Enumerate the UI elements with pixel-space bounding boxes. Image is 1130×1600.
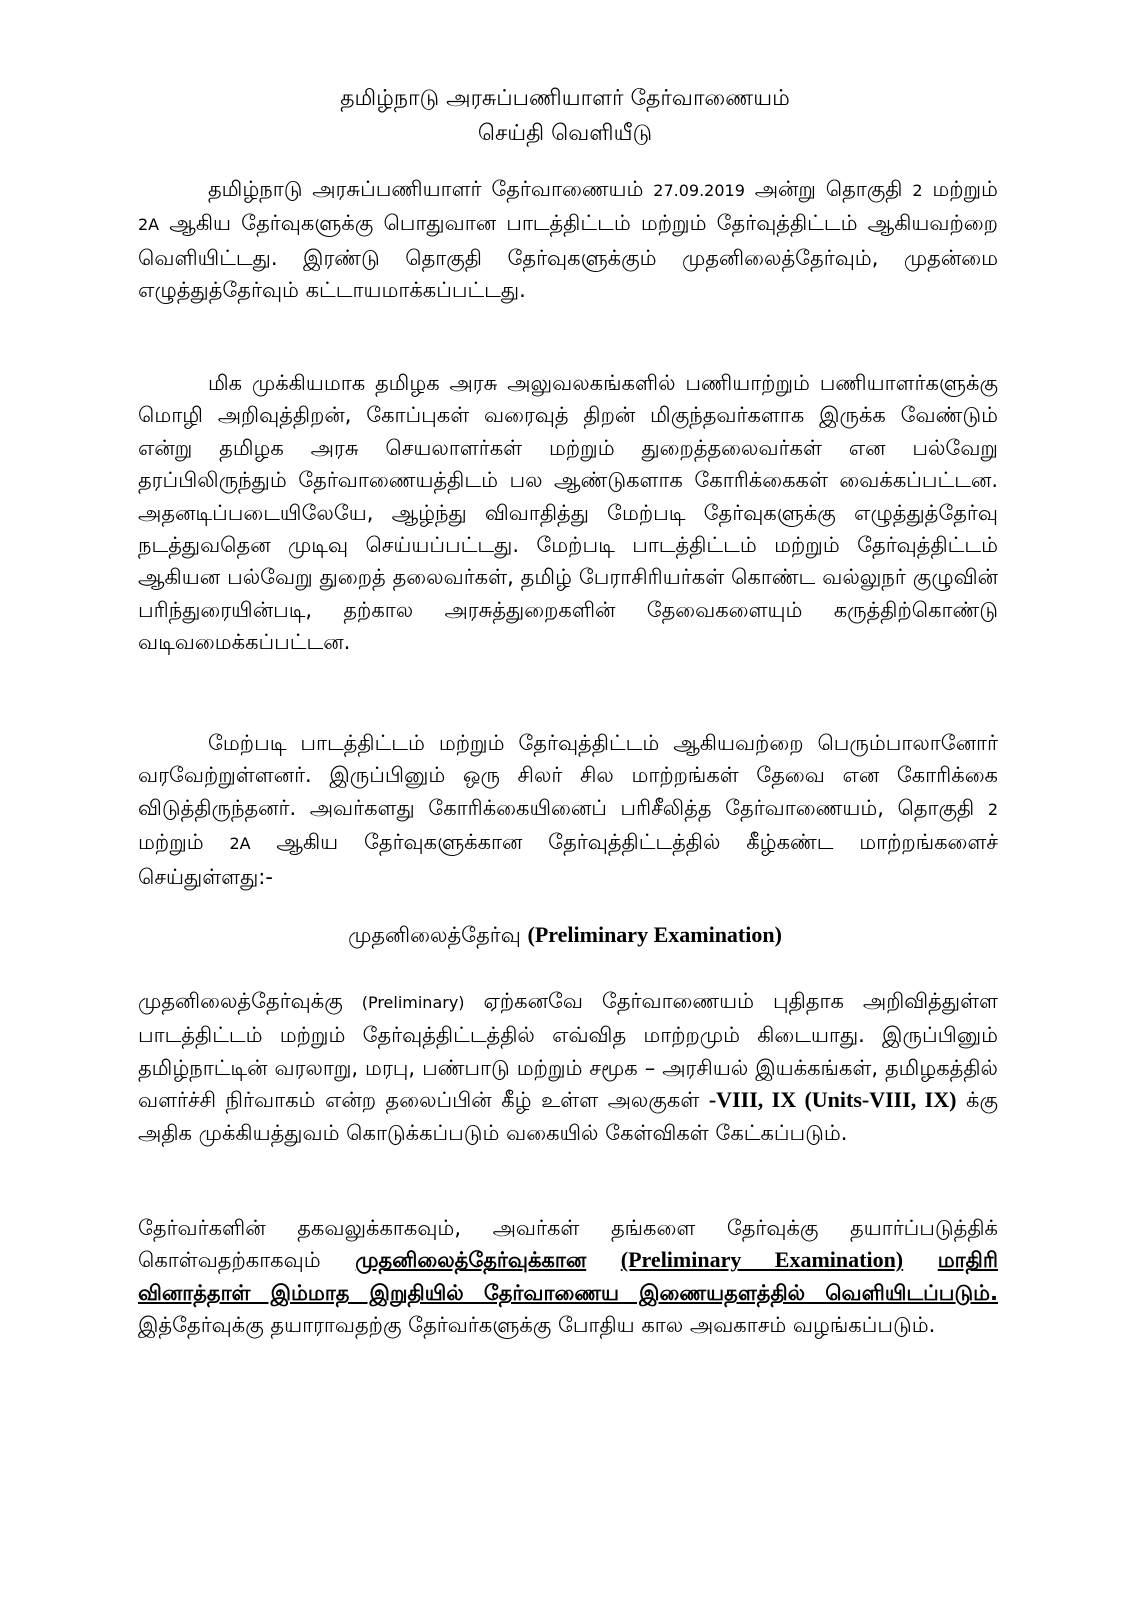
- paragraph-4: [138, 985, 998, 1149]
- para1-number-1: 2: [912, 181, 923, 200]
- section-heading-english: (Preliminary Examination): [527, 922, 782, 947]
- para3-text-c: ஆகிய தேர்வுகளுக்கான தேர்வுத்திட்டத்தில் கீழ்கண்ட மாற்றங்களைச் செய்துள்ளது:-: [138, 830, 998, 889]
- para1-number-2: 2A: [138, 215, 160, 235]
- para5-underlined-3: மாதிரி வினாத்தாள் இம்மாத இறுதியில் தேர்வாணைய இணையதளத்தில் வெளியிடப்படும்.: [138, 1248, 998, 1305]
- para1-date: 27.09.2019: [653, 181, 745, 200]
- paragraph-3: [138, 727, 998, 893]
- para1-text-a: தமிழ்நாடு அரசுப்பணியாளர் தேர்வாணையம்: [208, 177, 644, 201]
- para4-preliminary-note: (Preliminary): [361, 993, 465, 1012]
- para3-number-1: 2: [987, 799, 998, 819]
- para4-text-e: க்கு அதிக முக்கியத்துவம் கொடுக்கப்படும் வகையில் கேள்விகள் கேட்கப்படும்.: [138, 1088, 998, 1145]
- page-title: தமிழ்நாடு அரசுப்பணியாளர் தேர்வாணையம்: [340, 86, 790, 111]
- section-heading: [0, 922, 1130, 950]
- para5-underlined-1: முதனிலைத்தேர்வுக்கான: [355, 1248, 587, 1273]
- para5-underlined-2: (Preliminary Examination): [620, 1247, 904, 1273]
- page-subtitle: செய்தி வெளியீடு: [477, 121, 653, 146]
- para1-text-d: ஆகிய தேர்வுகளுக்கு பொதுவான பாடத்திட்டம் மற்றும் தேர்வுத்திட்டம் ஆகியவற்றை வெளியிட்டது. இரண்டு தொகுதி தேர்வுகளுக்கும் முதனிலைத்தேர்வும், முதன்மை எழுத்துத்தேர்வும் கட்டாயமாக்கப்பட்டது.: [138, 211, 998, 303]
- para1-text-c: மற்றும்: [932, 177, 998, 201]
- para3-text-a: மேற்படி பாடத்திட்டம் மற்றும் தேர்வுத்திட்டம் ஆகியவற்றை பெரும்பாலானோர் வரவேற்றுள்ளனர். இருப்பினும் ஒரு சிலர் சில மாற்றங்கள் தேவை என கோரிக்கை விடுத்திருந்தனர். அவர்களது கோரிக்கையினைப் பரிசீலித்த தேர்வாணையம், தொகுதி: [138, 731, 998, 820]
- section-heading-tamil: முதனிலைத்தேர்வு: [348, 923, 521, 947]
- paragraph-1: [138, 173, 998, 307]
- para5-text-b: இத்தேர்வுக்கு தயாராவதற்கு தேர்வர்களுக்கு போதிய கால அவகாசம் வழங்கப்படும்.: [138, 1313, 936, 1338]
- para5-text-a: தேர்வர்களின் தகவலுக்காகவும், அவர்கள் தங்களை தேர்வுக்கு தயார்ப்படுத்திக் கொள்வதற்காகவும்: [138, 1216, 998, 1273]
- para1-text-b: அன்று தொகுதி: [754, 177, 903, 201]
- para3-text-b: மற்றும்: [138, 830, 204, 855]
- paragraph-5: [138, 1212, 998, 1342]
- para3-number-2: 2A: [229, 834, 251, 854]
- para4-units: -VIII, IX (Units-VIII, IX): [708, 1087, 957, 1113]
- para4-text-a: முதனிலைத்தேர்வுக்கு: [138, 989, 343, 1013]
- paragraph-2: மிக முக்கியமாக தமிழக அரசு அலுவலகங்களில் பணியாற்றும் பணியாளர்களுக்கு மொழி அறிவுத்திறன், கோப்புகள் வரைவுத் திறன் மிகுந்தவர்களாக இருக்க வேண்டும் என்று தமிழக அரசு செயலாளர்கள் மற்றும் துறைத்தலைவர்கள் என பல்வேறு தரப்பிலிருந்தும் தேர்வாணையத்திடம் பல ஆண்டுகளாக கோரிக்கைகள் வைக்கப்பட்டன. அதனடிப்படையிலேயே, ஆழ்ந்து விவாதித்து மேற்படி தேர்வுகளுக்கு எழுத்துத்தேர்வு நடத்துவதென முடிவு செய்யப்பட்டது. மேற்படி பாடத்திட்டம் மற்றும் தேர்வுத்திட்டம் ஆகியன பல்வேறு துறைத் தலைவர்கள், தமிழ் பேராசிரியர்கள் கொண்ட வல்லுநர் குழுவின் பரிந்துரையின்படி, தற்கால அரசுத்துறைகளின் தேவைகளையும் கருத்திற்கொண்டு வடிவமைக்கப்பட்டன.: [138, 371, 998, 655]
- para4-text-c: ஏற்கனவே தேர்வாணையம் புதிதாக அறிவித்துள்ள பாடத்திட்டம் மற்றும் தேர்வுத்திட்டத்தில் எவ்வித மாற்றமும் கிடையாது. இருப்பினும் தமிழ்நாட்டின் வரலாறு, மரபு, பண்பாடு மற்றும் சமூக – அரசியல் இயக்கங்கள், தமிழகத்தில் வளர்ச்சி நிர்வாகம் என்ற தலைப்பின் கீழ் உள்ள அலகுகள்: [138, 989, 998, 1113]
